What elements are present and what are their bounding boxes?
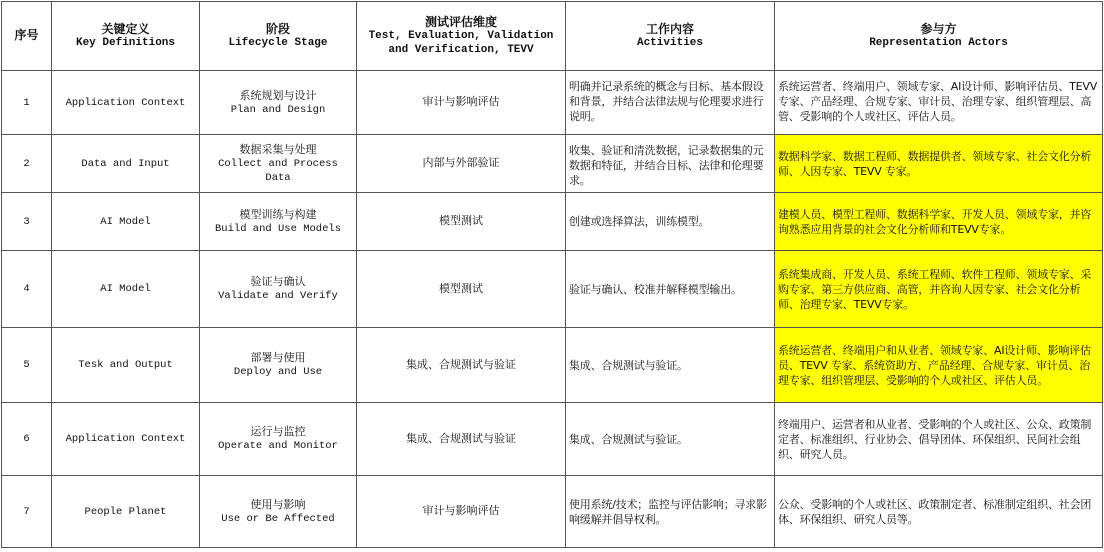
stage-cell: 系统规划与设计 Plan and Design [200, 71, 357, 135]
header-activities: 工作内容 Activities [566, 2, 775, 71]
table-row [2, 135, 1103, 193]
stage-cell: 运行与监控 Operate and Monitor [200, 403, 357, 476]
stage-cell: 验证与确认 Validate and Verify [200, 251, 357, 328]
table-row [2, 193, 1103, 251]
definition-cell: Application Context [52, 71, 200, 135]
actors-cell: 系统运营者、终端用户和从业者、领域专家、AI设计师、影响评估员、TEVV 专家、系统资助方、产品经理、合规专家、审计员、治理专家、组织管理层、受影响的个人或社区、评估人员。 [775, 328, 1103, 403]
header-row [2, 2, 1103, 71]
activities-cell: 集成、合规测试与验证。 [566, 403, 775, 476]
lifecycle-table [1, 1, 1103, 548]
row-number: 2 [2, 135, 52, 193]
row-number: 1 [2, 71, 52, 135]
definition-cell: AI Model [52, 251, 200, 328]
actors-cell: 系统集成商、开发人员、系统工程师、软件工程师、领域专家、采购专家、第三方供应商、高管，并咨询人因专家、社会文化分析师、治理专家、TEVV专家。 [775, 251, 1103, 328]
tevv-cell: 模型测试 [357, 251, 566, 328]
table-row [2, 251, 1103, 328]
actors-cell: 数据科学家、数据工程师、数据提供者、领域专家、社会文化分析师、人因专家、TEVV 专家。 [775, 135, 1103, 193]
tevv-cell: 内部与外部验证 [357, 135, 566, 193]
definition-cell: Application Context [52, 403, 200, 476]
activities-cell: 创建或选择算法，训练模型。 [566, 193, 775, 251]
tevv-cell: 集成、合规测试与验证 [357, 328, 566, 403]
row-number: 3 [2, 193, 52, 251]
activities-cell: 集成、合规测试与验证。 [566, 328, 775, 403]
row-number: 6 [2, 403, 52, 476]
activities-cell: 明确并记录系统的概念与目标、基本假设和背景，并结合法律法规与伦理要求进行说明。 [566, 71, 775, 135]
actors-cell: 系统运营者、终端用户、领域专家、AI设计师、影响评估员、TEVV专家、产品经理、合规专家、审计员、治理专家、组织管理层、高管、受影响的个人或社区、评估人员。 [775, 71, 1103, 135]
row-number: 4 [2, 251, 52, 328]
tevv-cell: 集成、合规测试与验证 [357, 403, 566, 476]
table-row [2, 71, 1103, 135]
header-tevv: 测试评估维度 Test, Evaluation, Validation and Verification, TEVV [357, 2, 566, 71]
table-row [2, 403, 1103, 476]
row-number: 5 [2, 328, 52, 403]
definition-cell: People Planet [52, 476, 200, 548]
activities-cell: 使用系统/技术；监控与评估影响；寻求影响缓解并倡导权利。 [566, 476, 775, 548]
stage-cell: 部署与使用 Deploy and Use [200, 328, 357, 403]
actors-cell: 终端用户、运营者和从业者、受影响的个人或社区、公众、政策制定者、标准组织、行业协会、倡导团体、环保组织、民间社会组织、研究人员。 [775, 403, 1103, 476]
tevv-cell: 审计与影响评估 [357, 476, 566, 548]
definition-cell: Tesk and Output [52, 328, 200, 403]
table-row [2, 328, 1103, 403]
table-row [2, 476, 1103, 548]
activities-cell: 收集、验证和清洗数据，记录数据集的元数据和特征，并结合目标、法律和伦理要求。 [566, 135, 775, 193]
activities-cell: 验证与确认、校准并解释模型输出。 [566, 251, 775, 328]
tevv-cell: 审计与影响评估 [357, 71, 566, 135]
header-stage: 阶段 Lifecycle Stage [200, 2, 357, 71]
definition-cell: AI Model [52, 193, 200, 251]
header-definition: 关键定义 Key Definitions [52, 2, 200, 71]
tevv-cell: 模型测试 [357, 193, 566, 251]
header-no: 序号 [2, 2, 52, 71]
actors-cell: 建模人员、模型工程师、数据科学家、开发人员、领域专家，并咨询熟悉应用背景的社会文化分析师和TEVV专家。 [775, 193, 1103, 251]
header-actors: 参与方 Representation Actors [775, 2, 1103, 71]
stage-cell: 使用与影响 Use or Be Affected [200, 476, 357, 548]
definition-cell: Data and Input [52, 135, 200, 193]
row-number: 7 [2, 476, 52, 548]
actors-cell: 公众、受影响的个人或社区、政策制定者、标准制定组织、社会团体、环保组织、研究人员等。 [775, 476, 1103, 548]
stage-cell: 模型训练与构建 Build and Use Models [200, 193, 357, 251]
stage-cell: 数据采集与处理 Collect and Process Data [200, 135, 357, 193]
